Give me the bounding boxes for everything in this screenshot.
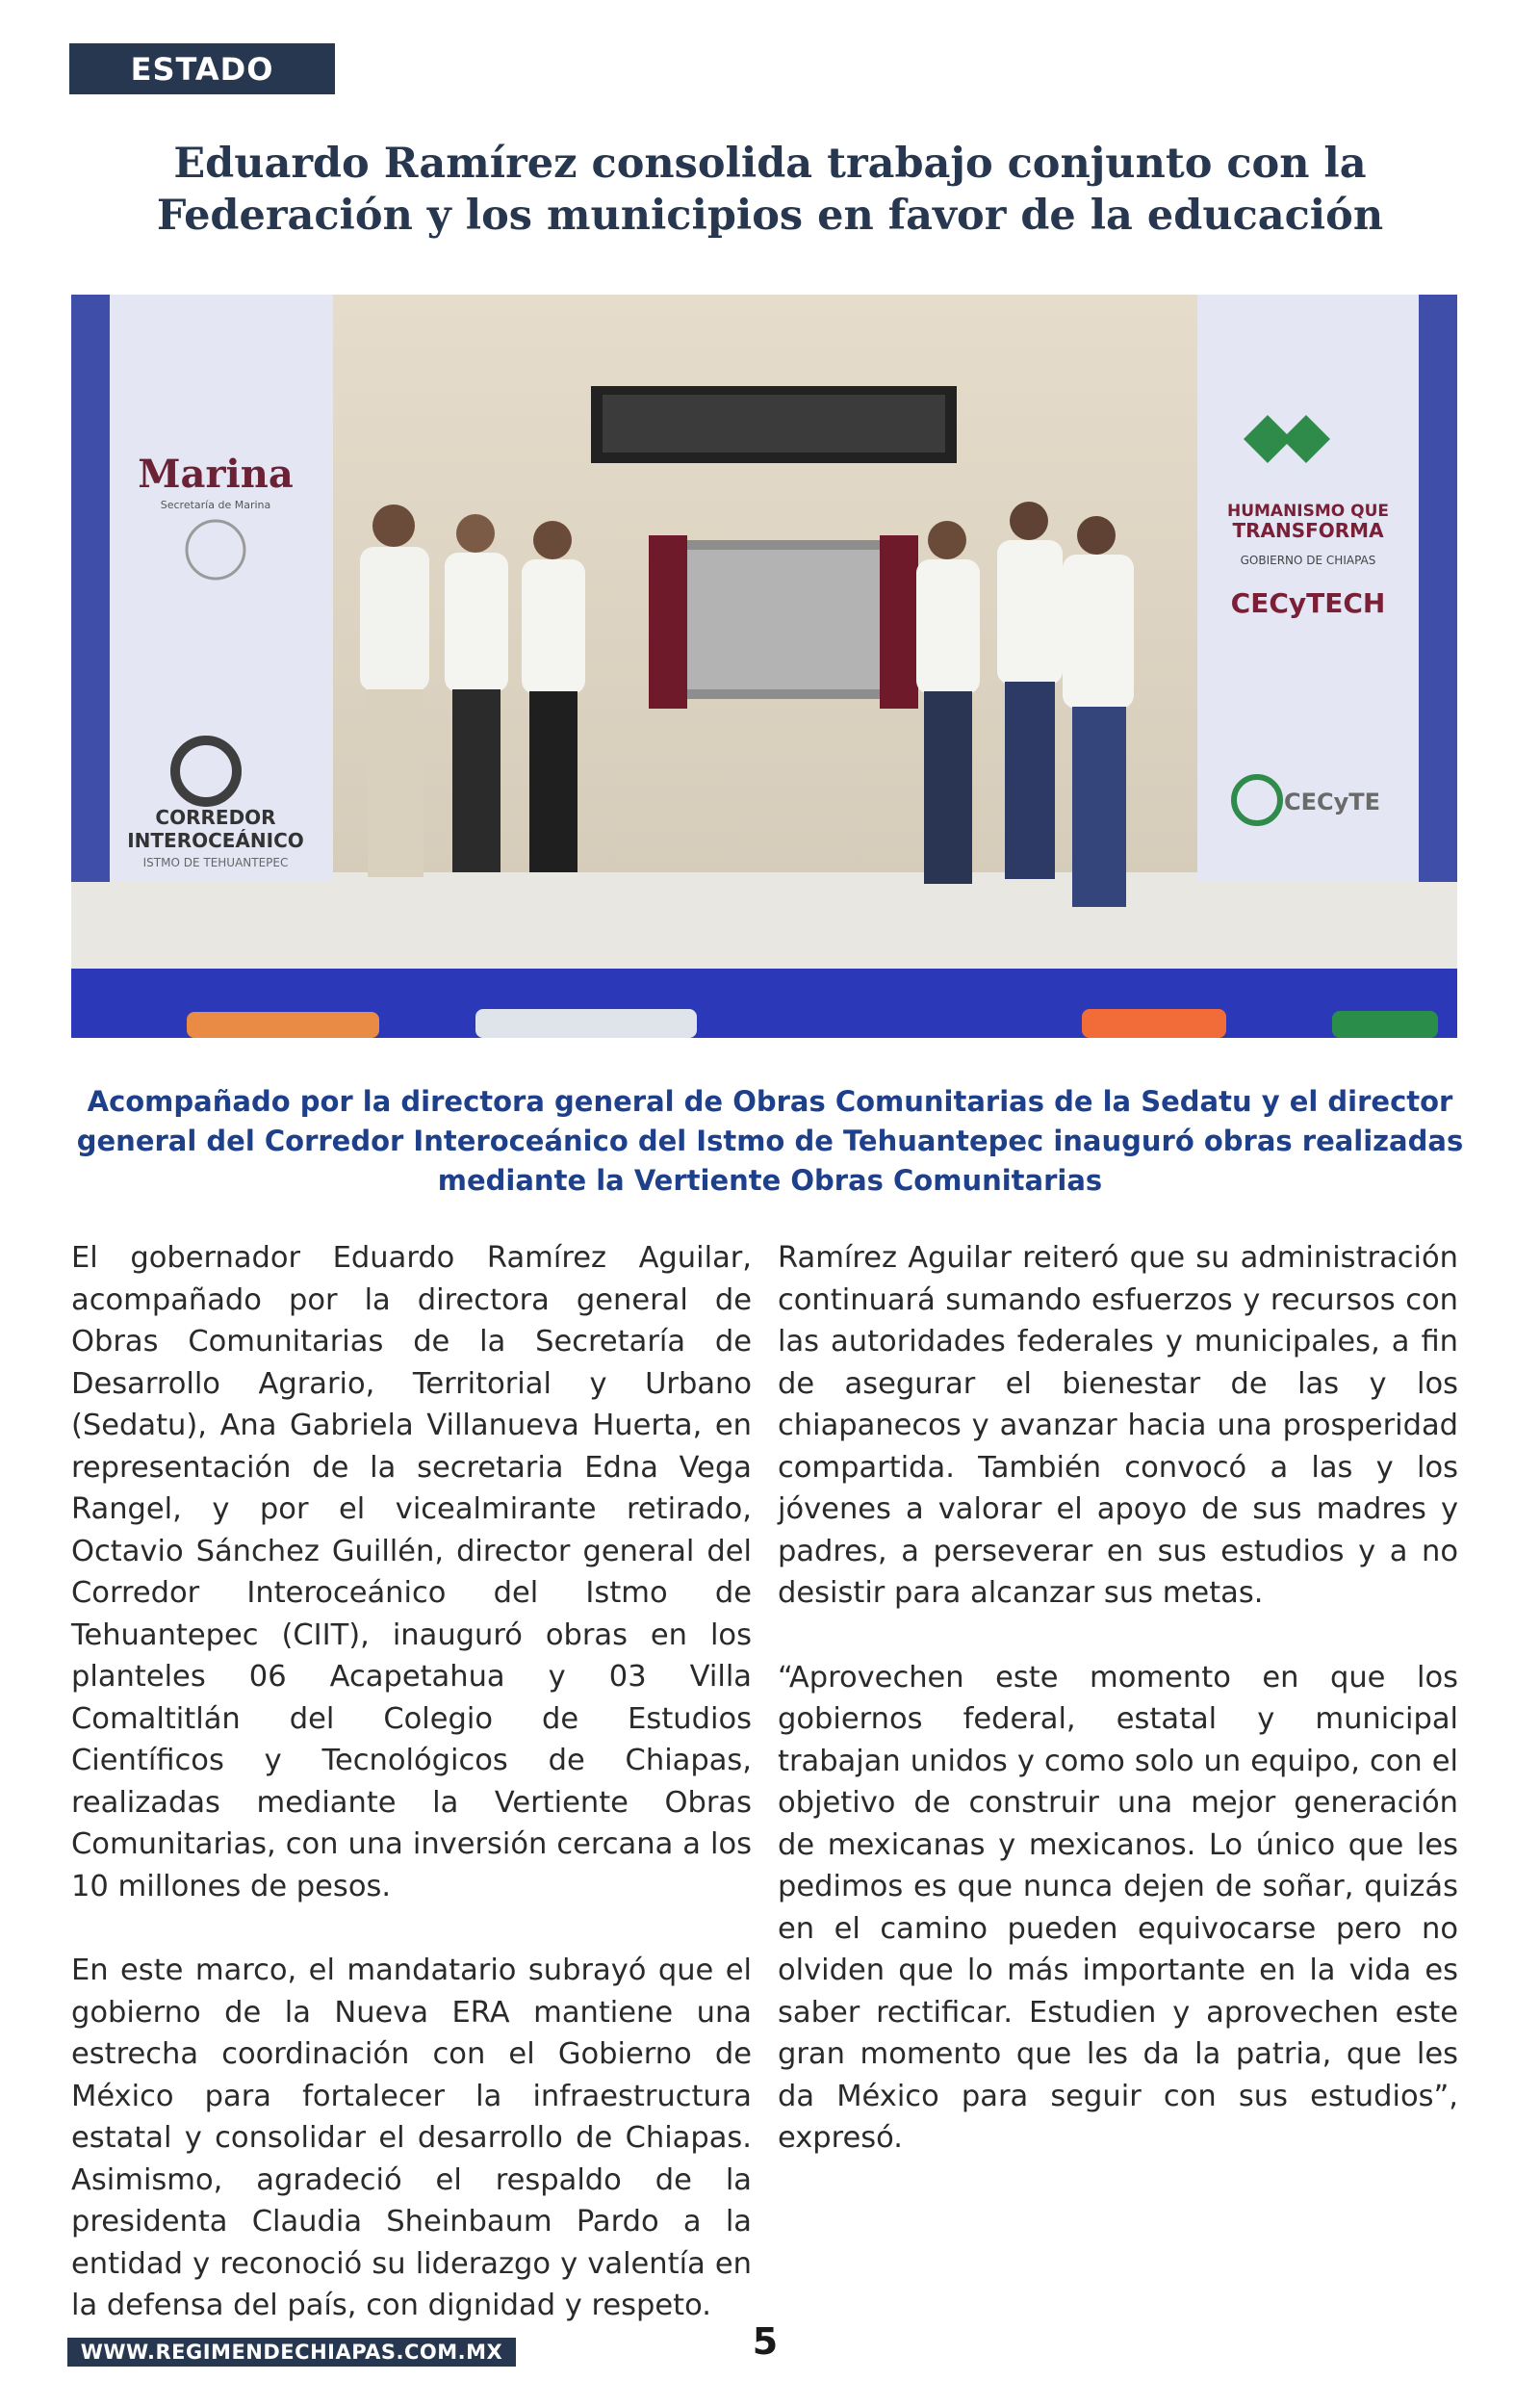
marina-logo-text: Marina xyxy=(138,452,294,497)
corredor-logo-text-3: ISTMO DE TEHUANTEPEC xyxy=(142,856,289,869)
section-tag: ESTADO xyxy=(69,43,335,94)
website-footer: WWW.REGIMENDECHIAPAS.COM.MX xyxy=(67,2338,516,2367)
paragraph-2: En este marco, el mandatario subrayó que el gobierno de la Nueva ERA mantiene una estrecha coordinación con el Gobierno de México para fortalecer la infraestructura estatal y consolidar el desarrollo de Chiapas. Asimismo, agradeció el respaldo de la presidenta Claudia Sheinbaum Pardo a la entidad y reconoció su liderazgo y valentía en la defensa del país, con dignidad y respeto. xyxy=(71,1954,752,2322)
humanismo-text-1: HUMANISMO QUE xyxy=(1226,502,1390,521)
article-column-right xyxy=(778,1237,1458,2202)
article-column-left xyxy=(71,1237,752,2369)
photo-caption: Acompañado por la directora general de Obras Comunitarias de la Sedatu y el director general del Corredor Interoceánico del Istmo de Tehuantepec inauguró obras realizadas mediante la Vertiente Obras Comunitarias xyxy=(76,1085,1464,1197)
article-photo xyxy=(71,295,1457,1038)
group-right-officials xyxy=(916,502,1134,907)
paragraph-1: El gobernador Eduardo Ramírez Aguilar, acompañado por la directora general de Obras Comunitarias de la Secretaría de Desarrollo Agrario, Territorial y Urbano (Sedatu), Ana Gabriela Villanueva Huerta, en representación de la secretaria Edna Vega Rangel, y por el vicealmirante retirado, Octavio Sánchez Guillén, director general del Corredor Interoceánico del Istmo de Tehuantepec (CIIT), inauguró obras en los planteles 06 Acapetahua y 03 Villa Comaltitlán del Colegio de Estudios Científicos y Tecnológicos de Chiapas, realizadas mediante la Vertiente Obras Comunitarias, con una inversión cercana a los 10 millones de pesos. xyxy=(71,1241,752,1903)
paragraph-4: “Aprovechen este momento en que los gobiernos federal, estatal y municipal trabajan unidos y como solo un equipo, con el objetivo de construir una mejor generación de mexicanas y mexicanos. Lo único que les pedimos es que nunca dejen de soñar, quizás en el camino pueden equivocarse pero no olviden que lo más importante en la vida es saber rectificar. Estudien y aprovechen este gran momento que les da la patria, que les da México para seguir con sus estudios”, expresó. xyxy=(778,1660,1458,2155)
group-left-officials xyxy=(360,505,585,877)
page-number: 5 xyxy=(752,2320,779,2363)
paragraph-3: Ramírez Aguilar reiteró que su administración continuará sumando esfuerzos y recursos con las autoridades federales y municipales, a fin de asegurar el bienestar de las y los chiapanecos y avanzar hacia una prosperidad compartida. También convocó a las y los jóvenes a valorar el apoyo de sus madres y padres, a perseverar en sus estudios y a no desistir para alcanzar sus metas. xyxy=(778,1241,1458,1610)
marina-logo-subtext: Secretaría de Marina xyxy=(160,499,271,511)
headline: Eduardo Ramírez consolida trabajo conjunto con la Federación y los municipios en favor de la educación xyxy=(156,140,1384,240)
gobierno-chiapas-text: GOBIERNO DE CHIAPAS xyxy=(1240,554,1376,567)
humanismo-text-2: TRANSFORMA xyxy=(1232,519,1384,542)
corredor-logo-text-2: INTEROCEÁNICO xyxy=(127,829,304,852)
cecytech-logo-text: CECyTECH xyxy=(1230,587,1386,619)
cecyte-logo-text: CECyTE xyxy=(1283,789,1381,815)
corredor-logo-text-1: CORREDOR xyxy=(155,806,276,829)
